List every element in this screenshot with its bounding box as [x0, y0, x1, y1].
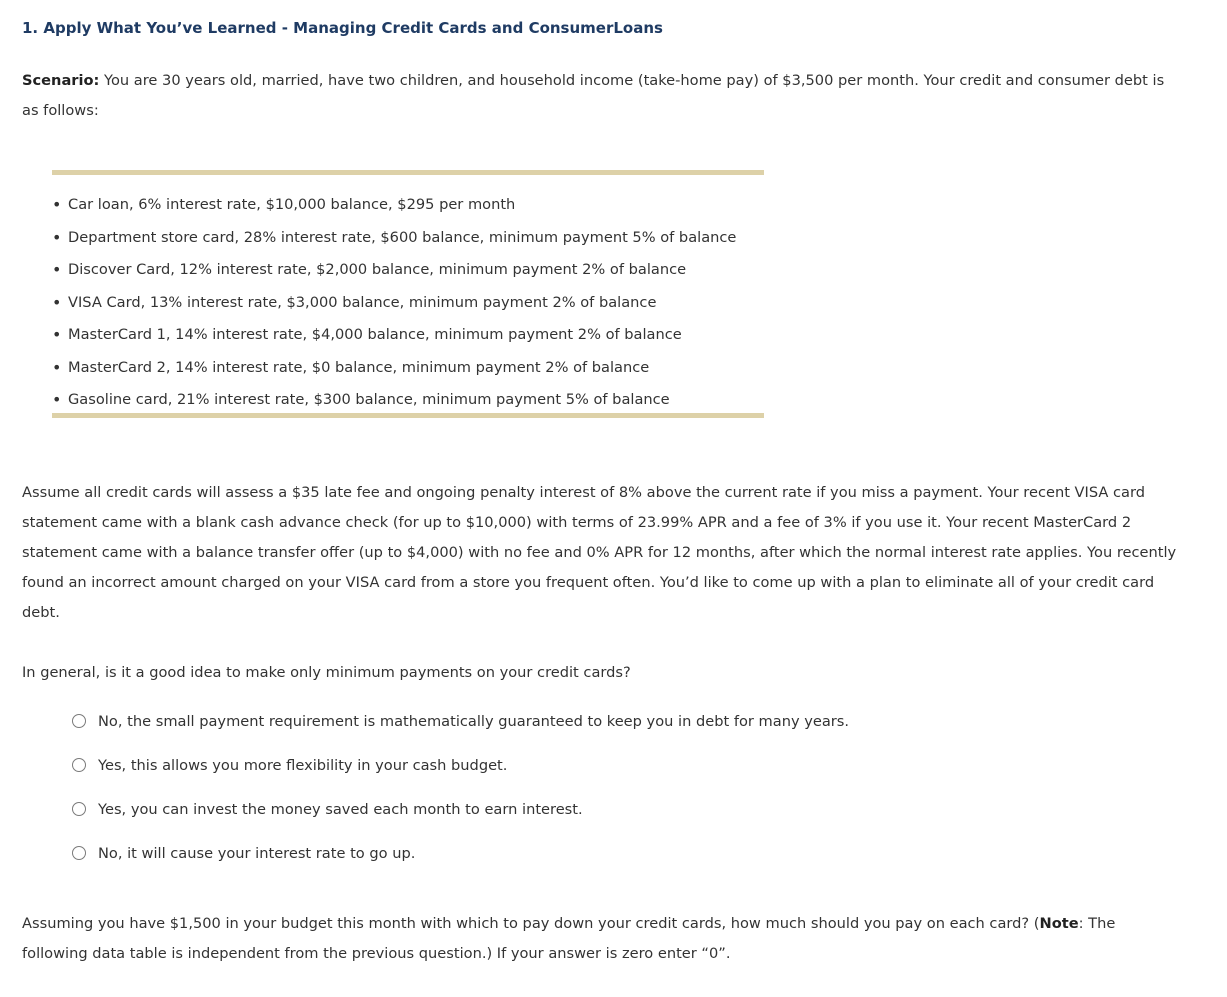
- question-1-prompt: In general, is it a good idea to make only minimum payments on your credit cards?: [22, 664, 631, 681]
- answer-option-label[interactable]: Yes, you can invest the money saved each month to earn interest.: [98, 801, 583, 818]
- scenario-lead: Scenario:: [22, 72, 100, 89]
- question-title: 1. Apply What You’ve Learned - Managing Credit Cards and ConsumerLoans: [22, 19, 663, 37]
- debt-list-box: [52, 170, 764, 418]
- assumptions-paragraph: Assume all credit cards will assess a $35 late fee and ongoing penalty interest of 8% above the current rate if you miss a payment. Your recent VISA card statement came with a blank cash advance check (for up to $10,000) with terms of 23.99% APR and a fee of 3% if you use it. Your recent MasterCard 2 statement came with a balance transfer offer (up to $4,000) with no fee and 0% APR for 12 months, after which the normal interest rate applies. You recently found an incorrect amount charged on your VISA card from a store you frequent often. You’d like to come up with a plan to eliminate all of your credit card debt.: [22, 484, 1177, 621]
- debt-item-mastercard-1: [52, 319, 736, 352]
- bullet-dot-icon: •: [52, 227, 62, 247]
- question-2-prompt-start: Assuming you have $1,500 in your budget this month with which to pay down your credit cards, how much should you pay on each card? (: [22, 915, 1040, 932]
- radio-button-icon[interactable]: [72, 846, 86, 860]
- bullet-dot-icon: •: [52, 357, 62, 377]
- bullet-dot-icon: •: [52, 260, 62, 279]
- answer-option-label[interactable]: No, it will cause your interest rate to go up.: [98, 845, 416, 862]
- radio-button-icon[interactable]: [72, 714, 86, 728]
- answer-option-label[interactable]: Yes, this allows you more flexibility in your cash budget.: [98, 757, 508, 774]
- debt-item-gasoline-card: [52, 384, 736, 417]
- bullet-dot-icon: •: [52, 292, 62, 312]
- debt-item-text: MasterCard 2, 14% interest rate, $0 balance, minimum payment 2% of balance: [68, 358, 650, 376]
- debt-list: [52, 189, 736, 417]
- debt-item-text: Gasoline card, 21% interest rate, $300 balance, minimum payment 5% of balance: [68, 391, 670, 408]
- debt-item-text: Car loan, 6% interest rate, $10,000 balance, $295 per month: [68, 196, 516, 213]
- bullet-dot-icon: •: [52, 325, 62, 344]
- bullet-dot-icon: •: [52, 195, 62, 214]
- debt-item-department-store-card: [52, 222, 736, 255]
- scenario-text: You are 30 years old, married, have two children, and household income (take-home pay) of $3,500 per month. Your credit and consumer debt is as follows:: [22, 72, 1165, 119]
- debt-item-text: VISA Card, 13% interest rate, $3,000 balance, minimum payment 2% of balance: [68, 293, 657, 311]
- debt-item-text: MasterCard 1, 14% interest rate, $4,000 balance, minimum payment 2% of balance: [68, 326, 682, 343]
- bullet-dot-icon: •: [52, 390, 62, 409]
- radio-button-icon[interactable]: [72, 802, 86, 816]
- radio-button-icon[interactable]: [72, 758, 86, 772]
- debt-item-mastercard-2: [52, 352, 736, 385]
- note-label: Note: [1039, 915, 1079, 932]
- debt-item-discover-card: [52, 254, 736, 287]
- debt-item-car-loan: [52, 189, 736, 222]
- answer-option-label[interactable]: No, the small payment requirement is mathematically guaranteed to keep you in debt for many years.: [98, 713, 850, 730]
- question-2-prompt: [22, 909, 1182, 969]
- debt-item-visa-card: [52, 287, 736, 320]
- question-2-prompt-end: : The following data table is independent from the previous question.) If your answer is zero enter “0”.: [22, 915, 1116, 962]
- debt-item-text: Discover Card, 12% interest rate, $2,000 balance, minimum payment 2% of balance: [68, 261, 687, 278]
- debt-item-text: Department store card, 28% interest rate, $600 balance, minimum payment 5% of balance: [68, 228, 737, 246]
- scenario-paragraph: [22, 66, 1182, 126]
